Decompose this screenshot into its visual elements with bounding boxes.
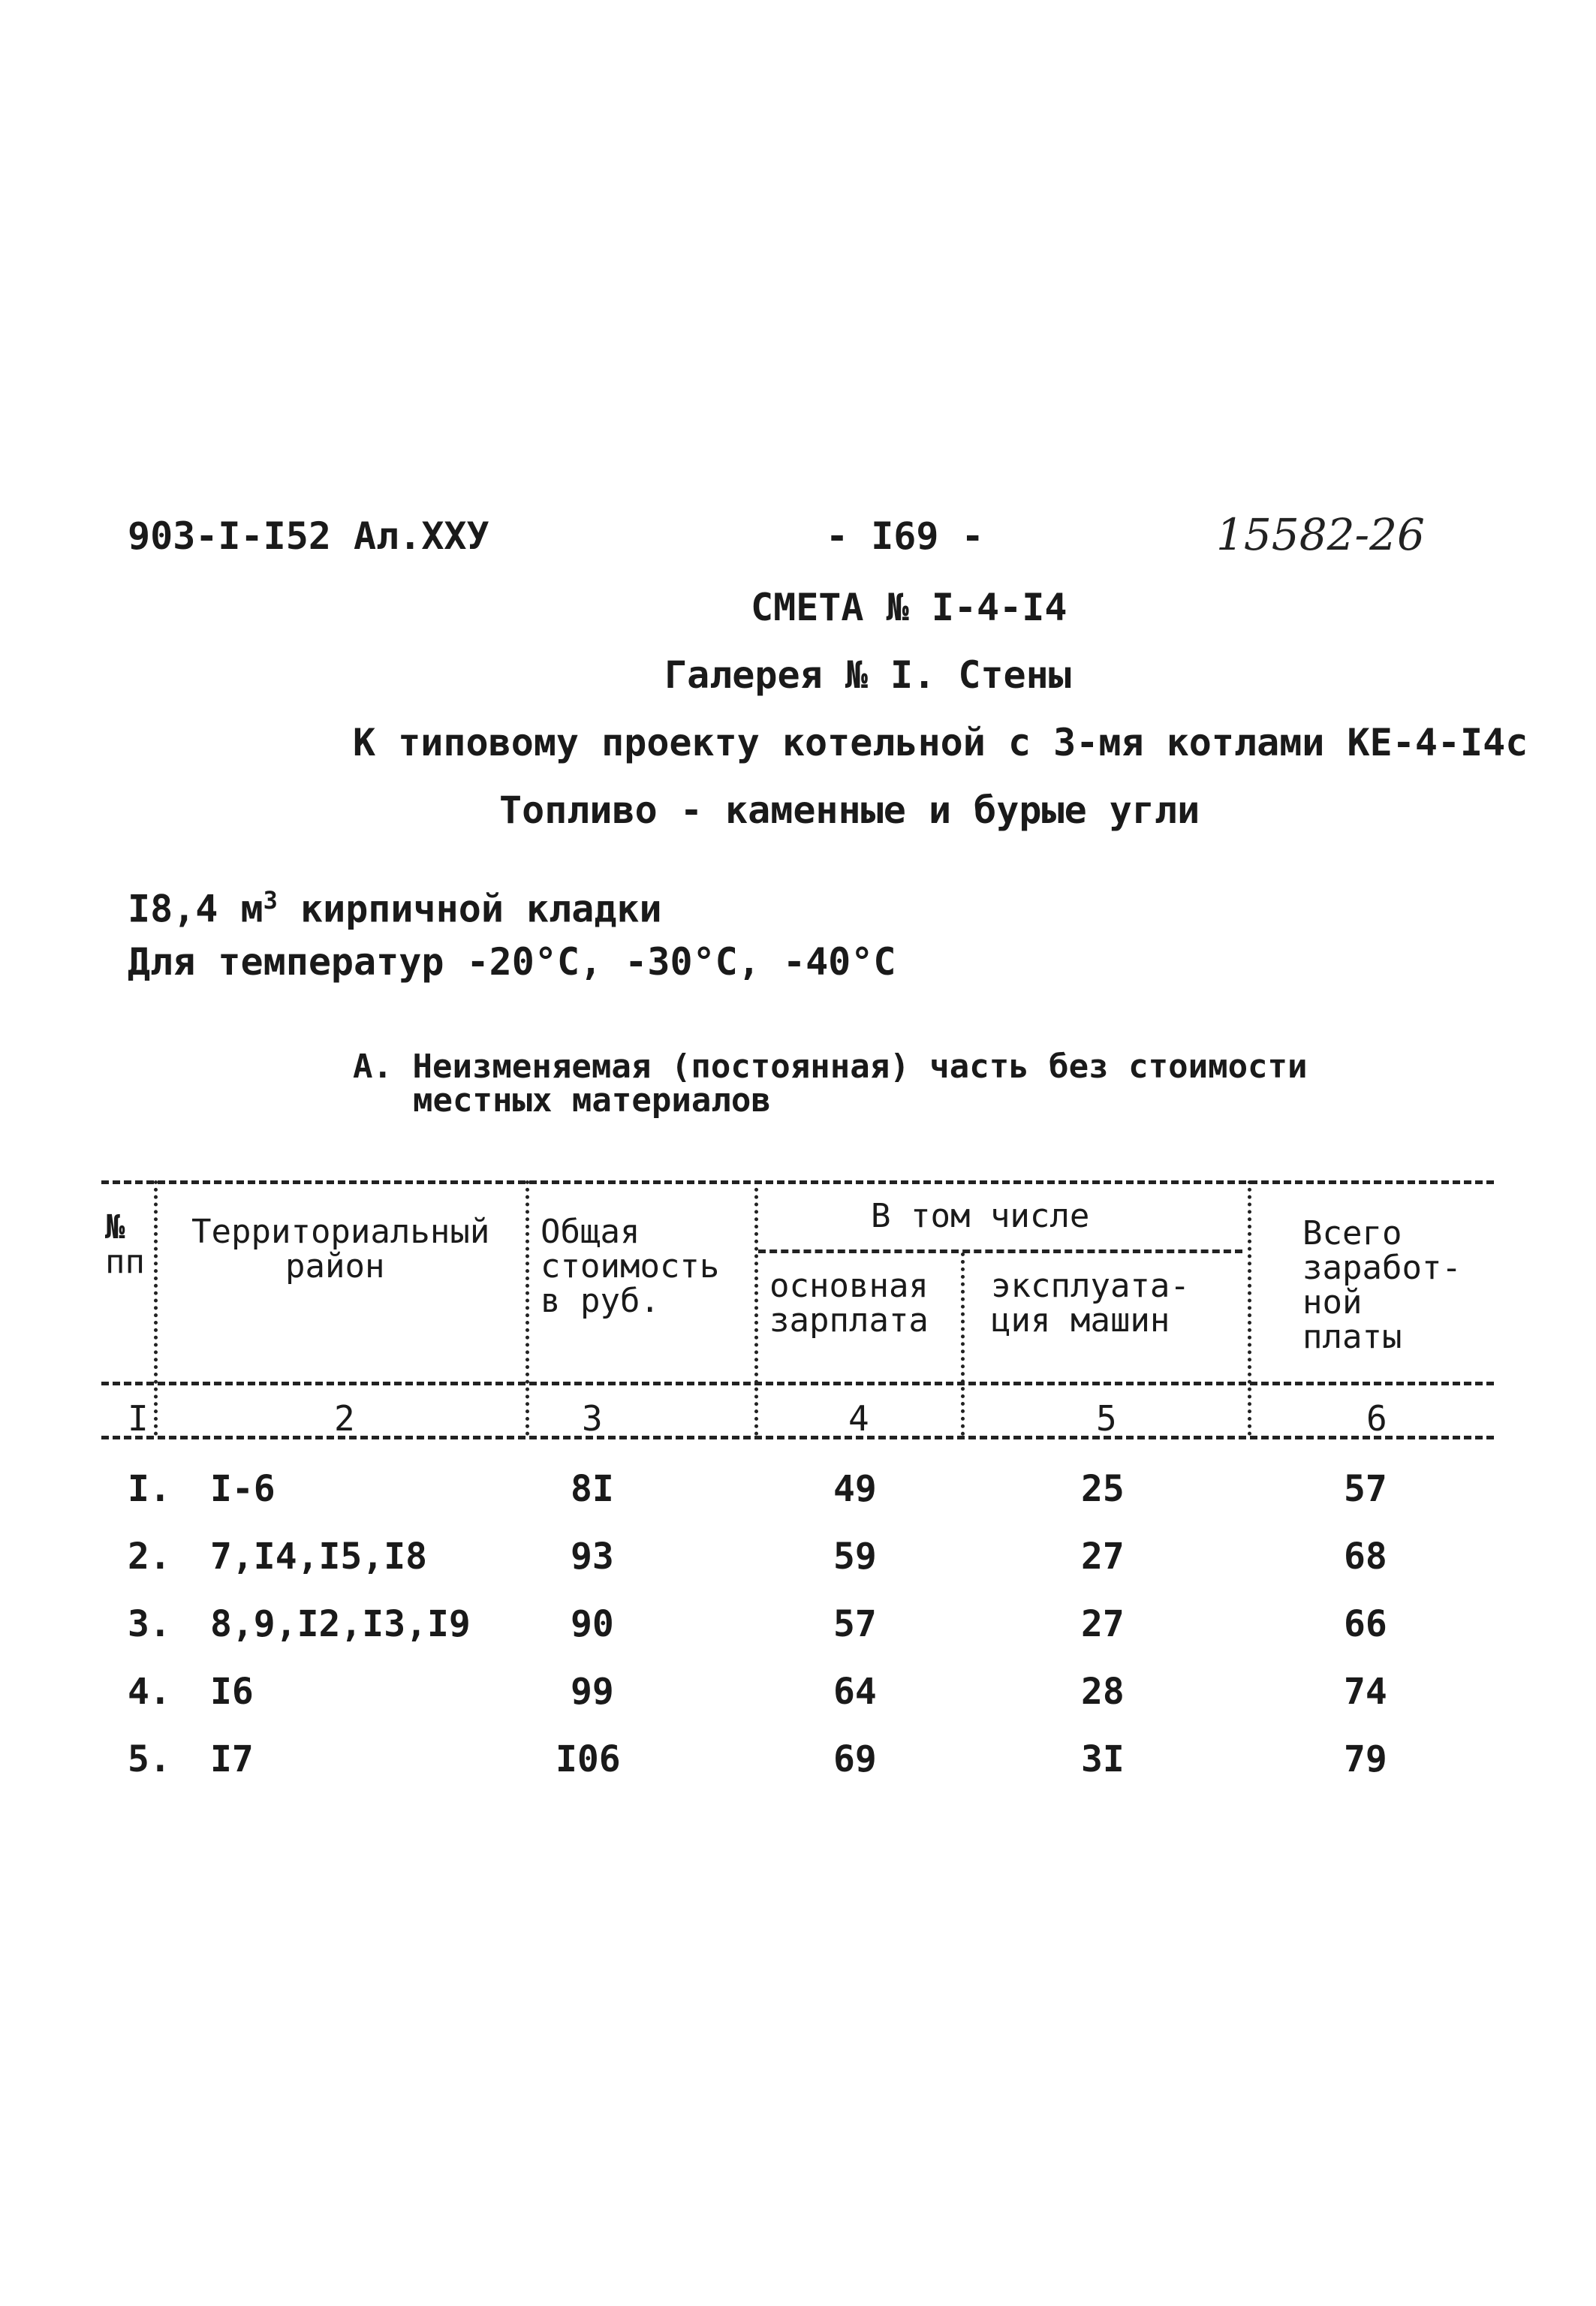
col-divider-4 bbox=[961, 1252, 965, 1436]
header-bottom-rule bbox=[101, 1382, 1494, 1385]
table-top-rule bbox=[101, 1180, 1494, 1184]
column-number: 2 bbox=[334, 1398, 355, 1439]
archive-number: 15582-26 bbox=[1216, 509, 1425, 560]
header-salary: основная bbox=[769, 1267, 929, 1305]
header-machines-cont: ция машин bbox=[991, 1301, 1170, 1340]
row-salary: 64 bbox=[833, 1671, 877, 1713]
volume-superscript: 3 bbox=[263, 886, 278, 915]
row-salary: 57 bbox=[833, 1603, 877, 1645]
col-divider-2 bbox=[525, 1180, 529, 1436]
row-region: 8,9,I2,I3,I9 bbox=[210, 1603, 471, 1645]
row-region: I7 bbox=[210, 1738, 254, 1780]
header-salary-cont: зарплата bbox=[769, 1301, 929, 1340]
section-heading: А. Неизменяемая (постоянная) часть без стоимости bbox=[353, 1047, 1308, 1086]
column-number: 6 bbox=[1366, 1398, 1387, 1439]
header-group: В том числе bbox=[871, 1197, 1090, 1235]
column-number: 5 bbox=[1096, 1398, 1117, 1439]
volume-value: I8,4 м bbox=[128, 887, 263, 931]
row-total: I06 bbox=[556, 1738, 621, 1780]
row-total: 90 bbox=[571, 1603, 614, 1645]
volume-description: кирпичной кладки bbox=[277, 887, 662, 931]
header-machines: эксплуата- bbox=[991, 1267, 1190, 1305]
column-number: I bbox=[128, 1398, 149, 1439]
row-number: 2. bbox=[128, 1536, 171, 1578]
row-wages: 68 bbox=[1344, 1536, 1387, 1578]
row-region: I-6 bbox=[210, 1468, 276, 1510]
row-machines: 27 bbox=[1081, 1536, 1125, 1578]
header-region-cont: район bbox=[285, 1247, 385, 1286]
row-region: I6 bbox=[210, 1671, 254, 1713]
header-total-unit: в руб. bbox=[541, 1282, 660, 1320]
row-wages: 57 bbox=[1344, 1468, 1387, 1510]
row-number: 3. bbox=[128, 1603, 171, 1645]
row-salary: 59 bbox=[833, 1536, 877, 1578]
col-divider-5 bbox=[1248, 1180, 1251, 1436]
row-wages: 74 bbox=[1344, 1671, 1387, 1713]
document-code: 903-I-I52 Ал.ХХУ bbox=[128, 514, 489, 558]
row-machines: 27 bbox=[1081, 1603, 1125, 1645]
header-number: № bbox=[105, 1208, 125, 1246]
header-region: Территориальный bbox=[191, 1213, 490, 1251]
row-number: I. bbox=[128, 1468, 171, 1510]
group-rule bbox=[758, 1249, 1242, 1253]
fuel-title: Топливо - каменные и бурые угли bbox=[499, 788, 1200, 832]
header-wages-cont2: ной bbox=[1302, 1283, 1363, 1322]
header-total: Общая bbox=[541, 1213, 640, 1251]
row-region: 7,I4,I5,I8 bbox=[210, 1536, 427, 1578]
header-wages-cont: заработ- bbox=[1302, 1249, 1462, 1287]
column-number: 3 bbox=[582, 1398, 603, 1439]
row-machines: 28 bbox=[1081, 1671, 1125, 1713]
row-salary: 49 bbox=[833, 1468, 877, 1510]
row-wages: 79 bbox=[1344, 1738, 1387, 1780]
volume-line bbox=[128, 886, 662, 931]
gallery-title: Галерея № I. Стены bbox=[664, 653, 1071, 697]
row-wages: 66 bbox=[1344, 1603, 1387, 1645]
row-number: 4. bbox=[128, 1671, 171, 1713]
row-number: 5. bbox=[128, 1738, 171, 1780]
section-heading-cont: местных материалов bbox=[413, 1081, 771, 1120]
row-salary: 69 bbox=[833, 1738, 877, 1780]
row-machines: 3I bbox=[1081, 1738, 1125, 1780]
row-total: 8I bbox=[571, 1468, 614, 1510]
col-divider-3 bbox=[754, 1180, 758, 1436]
col-divider-1 bbox=[154, 1180, 158, 1436]
header-number-pp: пп bbox=[105, 1243, 145, 1281]
column-numbers-rule bbox=[101, 1436, 1494, 1439]
row-machines: 25 bbox=[1081, 1468, 1125, 1510]
page-number: - I69 - bbox=[826, 514, 984, 558]
header-total-cont: стоимость bbox=[541, 1247, 720, 1286]
header-wages: Всего bbox=[1302, 1214, 1402, 1252]
temperature-line: Для температур -20°С, -30°С, -40°С bbox=[128, 940, 896, 984]
row-total: 99 bbox=[571, 1671, 614, 1713]
row-total: 93 bbox=[571, 1536, 614, 1578]
estimate-title: СМЕТА № I-4-I4 bbox=[751, 586, 1068, 629]
header-wages-cont3: платы bbox=[1302, 1318, 1402, 1356]
column-number: 4 bbox=[848, 1398, 869, 1439]
project-title: К типовому проекту котельной с 3-мя котлами КЕ-4-I4с bbox=[353, 721, 1528, 764]
